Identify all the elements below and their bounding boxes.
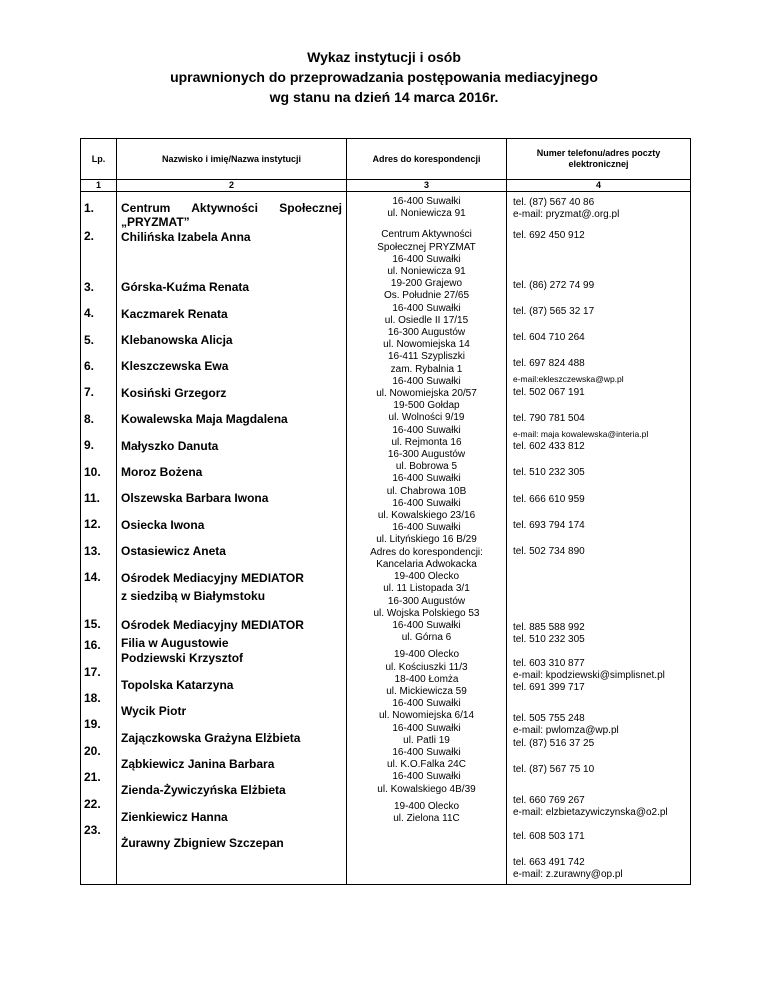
address-line: ul. Nowomiejska 20/57: [376, 388, 477, 400]
contact-line: tel. 502 734 890: [513, 546, 585, 558]
lp-cell: 15.: [84, 616, 101, 631]
address-line: 16-400 Suwałki: [392, 746, 461, 758]
name-cell: Osiecka Iwona: [121, 517, 205, 532]
lp-cell: 23.: [84, 822, 101, 837]
header-address: Adres do korespondencji: [347, 139, 507, 180]
contact-line: tel. 502 067 191: [513, 386, 585, 398]
address-line: ul. Kowalskiego 23/16: [377, 510, 476, 522]
contact-line: e-mail:ekleszczewska@wp.pl: [513, 374, 624, 385]
lp-cell: 6.: [84, 359, 95, 374]
address-line: 19-400 Olecko: [393, 649, 460, 661]
address-line: 19-400 Olecko: [393, 800, 460, 812]
address-line: ul. Kościuszki 11/3: [385, 661, 468, 673]
address-line: ul. Noniewicza 91: [387, 208, 466, 220]
name-cell: Wycik Piotr: [121, 704, 187, 719]
lp-cell: 4.: [84, 306, 95, 321]
name-cell: Zienkiewicz Hanna: [121, 809, 228, 824]
lp-cell: 19.: [84, 717, 101, 732]
name-column: [117, 192, 347, 885]
lp-cell: 5.: [84, 332, 95, 347]
address-line: 19-200 Grajewo: [390, 278, 463, 290]
lp-cell: 2.: [84, 229, 95, 244]
lp-column: [81, 192, 117, 885]
address-line: ul. Wojska Polskiego 53: [373, 607, 480, 619]
name-cell: Żurawny Zbigniew Szczepan: [121, 836, 284, 851]
contact-line: tel. 666 610 959: [513, 493, 585, 505]
contact-line: tel. 660 769 267: [513, 795, 585, 807]
lp-cell: 3.: [84, 279, 95, 294]
column-number: 2: [117, 180, 347, 192]
column-number: 1: [81, 180, 117, 192]
address-line: 19-400 Olecko: [393, 571, 460, 583]
lp-cell: 10.: [84, 464, 101, 479]
lp-cell: 12.: [84, 517, 101, 532]
address-line: 16-300 Augustów: [387, 449, 466, 461]
lp-cell: 20.: [84, 743, 101, 758]
address-line: ul. Chabrowa 10B: [386, 485, 467, 497]
contact-line: e-mail: kpodziewski@simplisnet.pl: [513, 669, 665, 681]
contact-line: tel. 602 433 812: [513, 441, 585, 453]
lp-cell: 9.: [84, 438, 95, 453]
address-line: 16-400 Suwałki: [392, 619, 461, 631]
address-line: 16-400 Suwałki: [392, 424, 461, 436]
lp-cell: 22.: [84, 796, 101, 811]
lp-cell: 7.: [84, 385, 95, 400]
lp-cell: 18.: [84, 690, 101, 705]
lp-cell: 13.: [84, 543, 101, 558]
contact-line: e-mail: pwlomza@wp.pl: [513, 725, 619, 737]
address-line: ul. Noniewicza 91: [387, 266, 466, 278]
name-cell: Filia w Augustowie: [121, 635, 229, 650]
address-line: ul. Nowomiejska 14: [383, 339, 470, 351]
lp-cell: 17.: [84, 664, 101, 679]
contact-line: tel. 691 399 717: [513, 682, 585, 694]
name-cell: Topolska Katarzyna: [121, 677, 234, 692]
name-cell: Podziewski Krzysztof: [121, 651, 244, 666]
contact-line: e-mail: z.zurawny@op.pl: [513, 868, 623, 880]
lp-cell: 16.: [84, 638, 101, 653]
header-lp: Lp.: [81, 139, 117, 180]
address-line: 16-400 Suwałki: [392, 522, 461, 534]
address-line: ul. Mickiewicza 59: [386, 685, 467, 697]
contact-line: tel. (87) 516 37 25: [513, 737, 595, 749]
column-number-row: [81, 180, 691, 192]
column-number: 4: [507, 180, 691, 192]
table-body-row: [81, 192, 691, 885]
address-line: 16-400 Suwałki: [392, 253, 461, 265]
contact-line: tel. 510 232 305: [513, 634, 585, 646]
column-number: 3: [347, 180, 507, 192]
contact-line: tel. 692 450 912: [513, 230, 585, 242]
name-cell: Ośrodek Mediacyjny MEDIATOR: [121, 570, 304, 585]
title-line-3: wg stanu na dzień 14 marca 2016r.: [269, 89, 499, 105]
address-line: ul. Patli 19: [403, 734, 450, 746]
address-line: ul. Zielona 11C: [393, 812, 460, 824]
contact-line: tel. 505 755 248: [513, 713, 585, 725]
address-line: 16-411 Szypliszki: [387, 351, 466, 363]
lp-cell: 11.: [84, 491, 101, 506]
contact-column: [507, 192, 691, 885]
address-line: 16-300 Augustów: [387, 595, 466, 607]
contact-line: tel. 885 588 992: [513, 622, 585, 634]
address-line: ul. Wolności 9/19: [388, 412, 465, 424]
name-cell: Klebanowska Alicja: [121, 333, 233, 348]
address-line: ul. 11 Listopada 3/1: [383, 583, 470, 595]
address-line: 16-400 Suwałki: [392, 497, 461, 509]
address-line: ul. Osiedle II 17/15: [384, 314, 469, 326]
address-column: [347, 192, 507, 885]
contact-line: e-mail: maja kowalewska@interia.pl: [513, 429, 649, 440]
address-line: 16-400 Suwałki: [392, 771, 461, 783]
address-line: zam. Rybalnia 1: [390, 363, 463, 375]
name-cell: Olszewska Barbara Iwona: [121, 491, 269, 506]
contact-line: tel. (86) 272 74 99: [513, 279, 595, 291]
address-line: 16-400 Suwałki: [392, 698, 461, 710]
contact-line: tel. 608 503 171: [513, 831, 585, 843]
title-line-2: uprawnionych do przeprowadzania postępowania mediacyjnego: [170, 69, 598, 85]
lp-cell: 1.: [84, 201, 95, 215]
name-cell: Chilińska Izabela Anna: [121, 229, 251, 244]
name-cell: Centrum Aktywności Społecznej „PRYZMAT”: [121, 201, 342, 230]
name-cell: Zienda-Żywiczyńska Elżbieta: [121, 783, 286, 798]
lp-cell: 21.: [84, 770, 101, 785]
address-line: ul. Górna 6: [401, 632, 452, 644]
address-line: 16-400 Suwałki: [392, 722, 461, 734]
name-cell: Moroz Bożena: [121, 465, 203, 480]
name-cell: Kleszczewska Ewa: [121, 359, 229, 374]
address-line: Os. Południe 27/65: [383, 290, 470, 302]
address-line: 16-400 Suwałki: [392, 196, 461, 207]
contact-line: tel. 604 710 264: [513, 332, 585, 344]
address-line: Kancelaria Adwokacka: [376, 558, 477, 570]
name-cell: Kowalewska Maja Magdalena: [121, 412, 288, 427]
mediators-table: [80, 138, 691, 885]
address-line: ul. Bobrowa 5: [395, 461, 458, 473]
address-line: 16-400 Suwałki: [392, 375, 461, 387]
contact-line: e-mail: pryzmat@.org.pl: [513, 209, 620, 221]
header-name: Nazwisko i imię/Nazwa instytucji: [117, 139, 347, 180]
contact-line: tel. 790 781 504: [513, 412, 585, 424]
address-line: 18-400 Łomża: [394, 673, 459, 685]
contact-line: tel. (87) 567 40 86: [513, 197, 595, 208]
contact-line: tel. (87) 567 75 10: [513, 763, 595, 775]
name-cell: Ostasiewicz Aneta: [121, 544, 226, 559]
name-cell: Kaczmarek Renata: [121, 306, 228, 321]
contact-line: tel. 693 794 174: [513, 519, 585, 531]
address-line: Adres do korespondencji:: [370, 546, 483, 558]
address-line: Centrum Aktywności: [381, 229, 472, 241]
contact-line: e-mail: elzbietazywiczynska@o2.pl: [513, 807, 668, 819]
contact-line: tel. (87) 565 32 17: [513, 305, 595, 317]
name-cell: Ząbkiewicz Janina Barbara: [121, 756, 275, 771]
header-contact: Numer telefonu/adres poczty elektronicznej: [507, 139, 691, 180]
lp-cell: 14.: [84, 570, 101, 585]
address-line: ul. Lityńskiego 16 B/29: [376, 534, 477, 546]
name-cell: Górska-Kuźma Renata: [121, 280, 250, 295]
name-cell: z siedzibą w Białymstoku: [121, 589, 266, 604]
table-header-row: [81, 139, 691, 180]
address-line: ul. K.O.Falka 24C: [387, 759, 466, 771]
contact-line: tel. 697 824 488: [513, 358, 585, 370]
name-cell: Kosiński Grzegorz: [121, 385, 227, 400]
name-cell: Ośrodek Mediacyjny MEDIATOR: [121, 617, 304, 632]
address-line: Społecznej PRYZMAT: [377, 241, 476, 253]
name-cell: Zajączkowska Grażyna Elżbieta: [121, 730, 301, 745]
lp-cell: 8.: [84, 411, 95, 426]
title-line-1: Wykaz instytucji i osób: [307, 49, 461, 65]
address-line: ul. Kowalskiego 4B/39: [377, 783, 476, 795]
address-line: 19-500 Gołdap: [393, 400, 460, 412]
address-line: 16-400 Suwałki: [392, 302, 461, 314]
address-line: 16-400 Suwałki: [392, 473, 461, 485]
contact-line: tel. 510 232 305: [513, 467, 585, 479]
address-line: ul. Nowomiejska 6/14: [378, 710, 475, 722]
address-line: ul. Rejmonta 16: [391, 436, 462, 448]
name-cell: Małyszko Danuta: [121, 438, 219, 453]
address-line: 16-300 Augustów: [387, 327, 466, 339]
contact-line: tel. 603 310 877: [513, 657, 585, 669]
contact-line: tel. 663 491 742: [513, 856, 585, 868]
